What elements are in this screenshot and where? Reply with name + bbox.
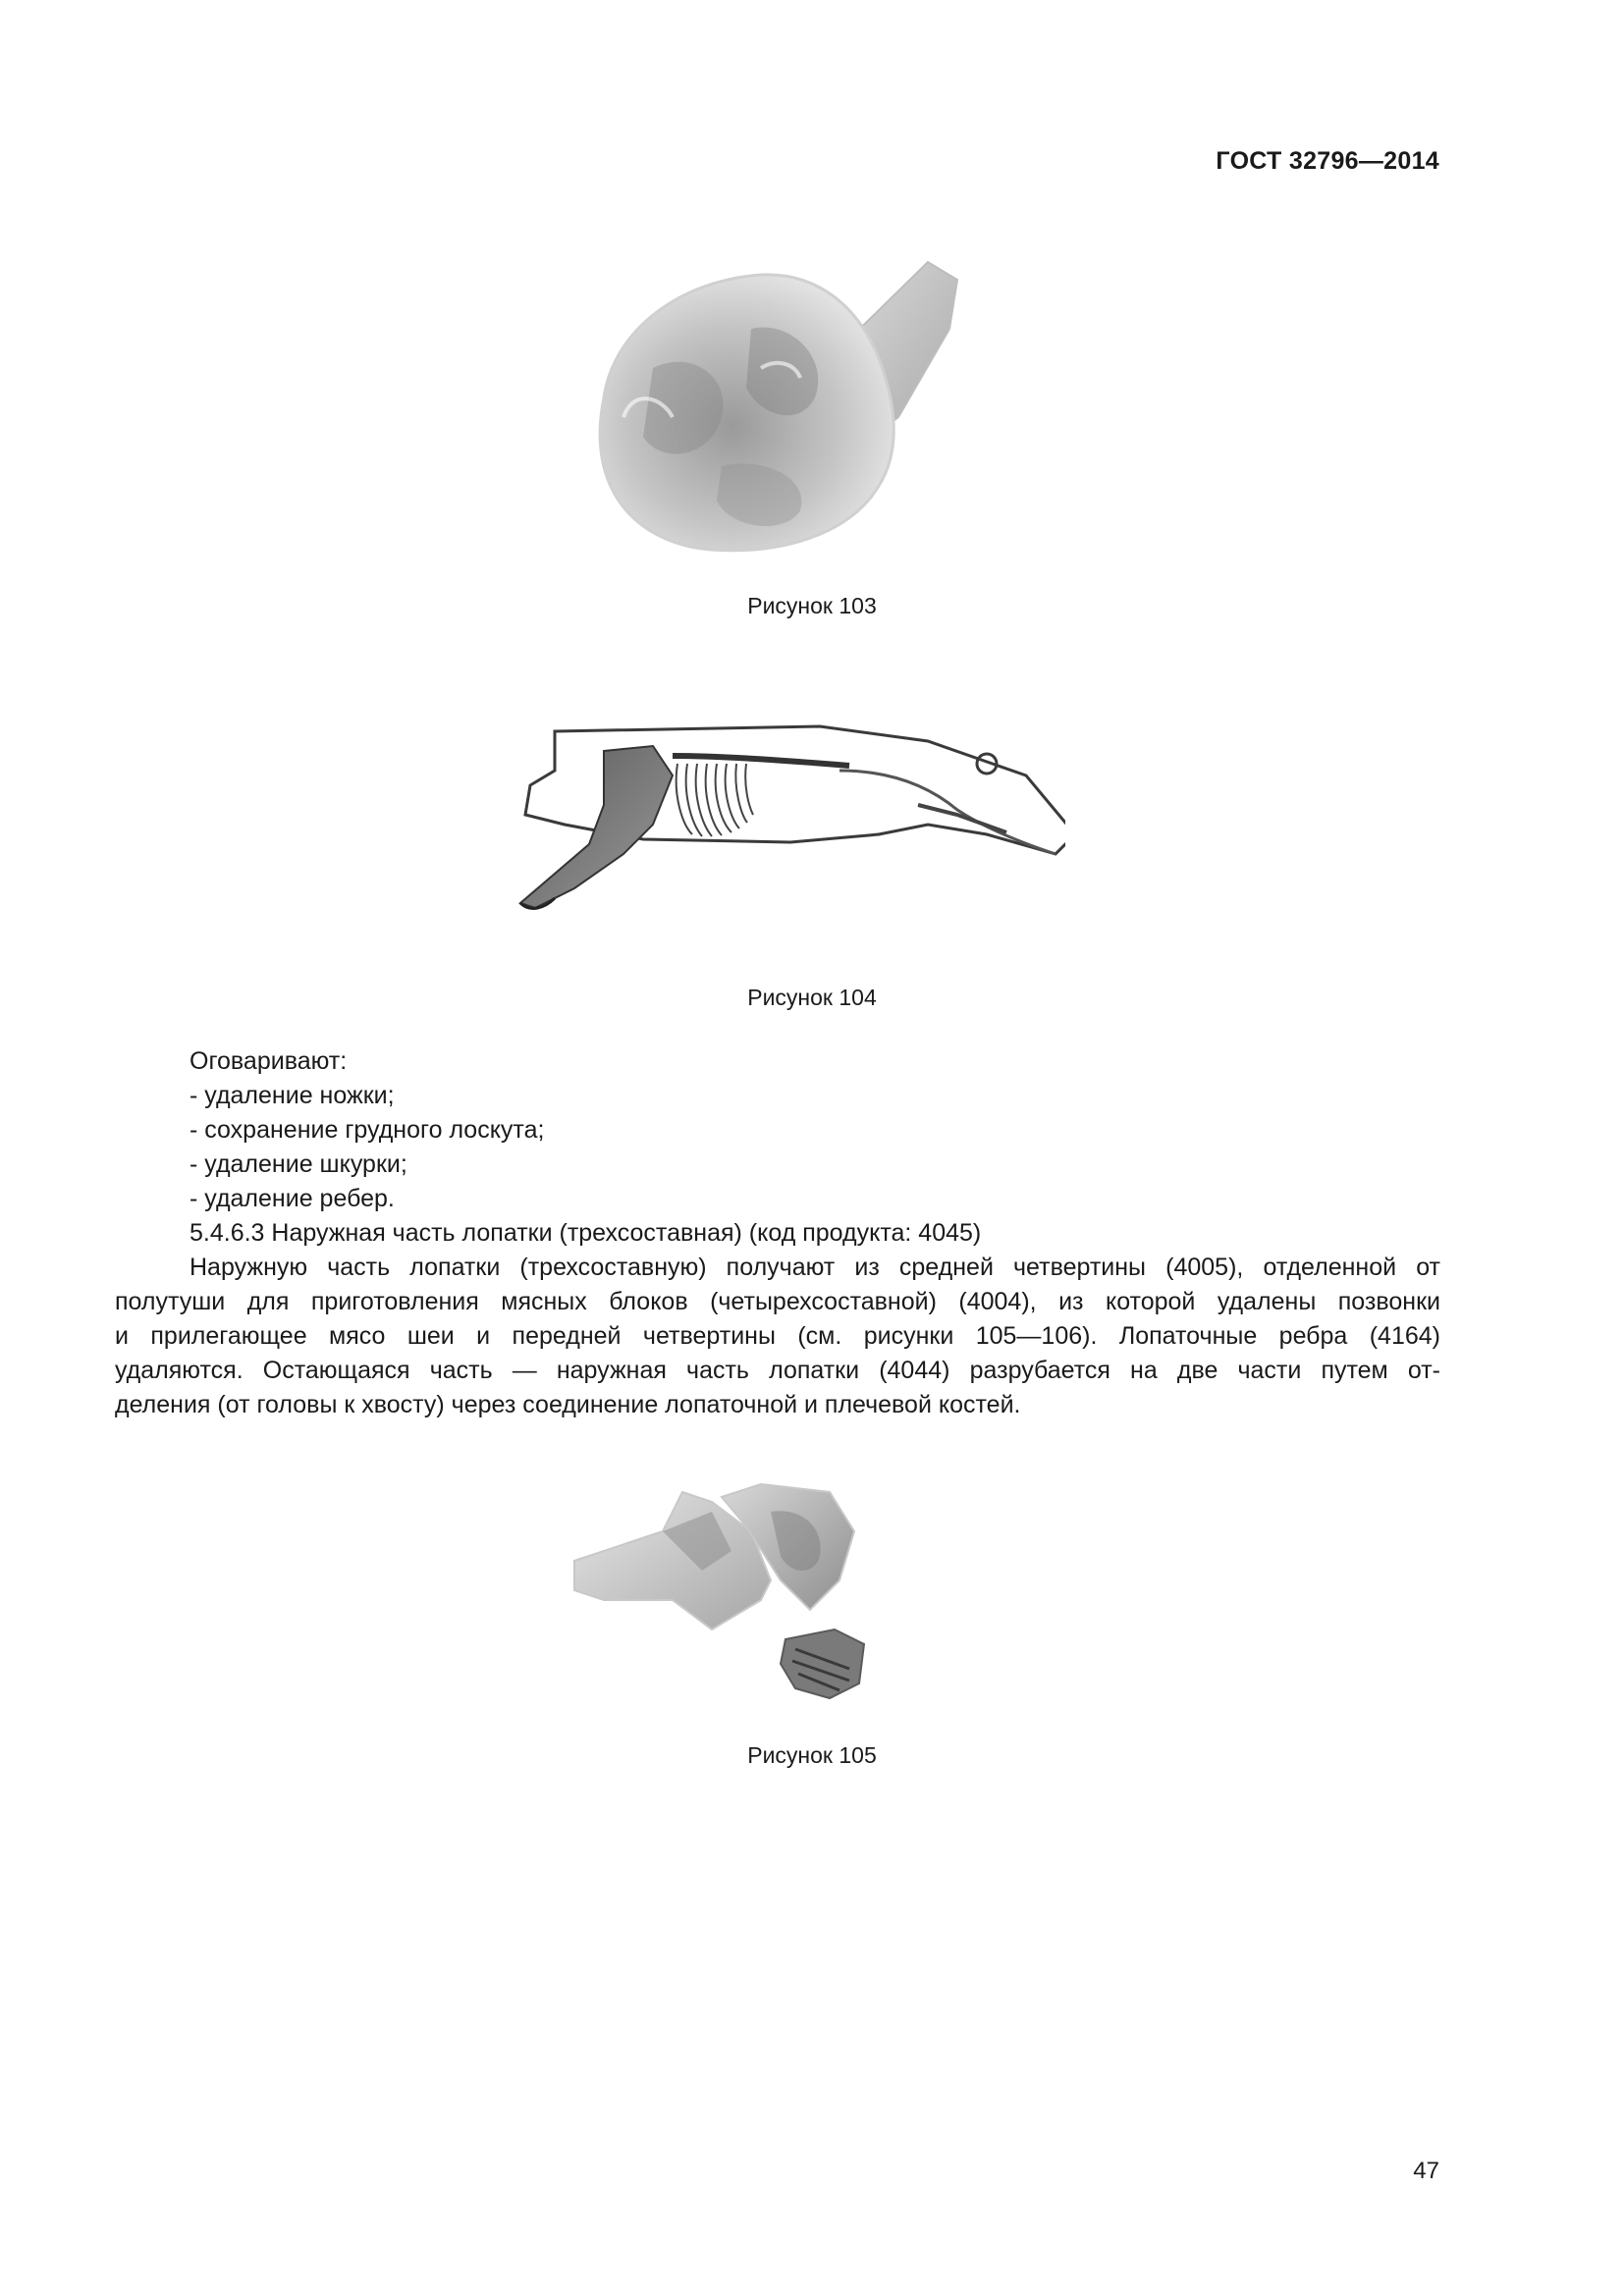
section-heading: 5.4.6.3 Наружная часть лопатки (трехсоставная) (код продукта: 4045)	[189, 1219, 982, 1247]
body-text	[115, 1044, 1440, 1422]
paragraph-line: деления (от головы к хвосту) через соединение лопаточной и плечевой костей.	[115, 1391, 1021, 1418]
figure-105-caption: Рисунок 105	[747, 1742, 877, 1768]
figure-103-image	[565, 250, 977, 564]
document-header-standard: ГОСТ 32796—2014	[1216, 147, 1439, 175]
list-item: - удаление ребер.	[189, 1185, 395, 1212]
figure-104-caption: Рисунок 104	[747, 985, 877, 1010]
figure-105-image	[565, 1472, 977, 1747]
paragraph-line: удаляются. Остающаяся часть — наружная часть лопатки (4044) разрубается на две части путем от-	[115, 1357, 1440, 1384]
list-item: - сохранение грудного лоскута;	[189, 1116, 545, 1144]
paragraph-line: и прилегающее мясо шеи и передней четвертины (см. рисунки 105—106). Лопаточные ребра (4164)	[115, 1322, 1440, 1350]
list-intro: Оговаривают:	[189, 1047, 348, 1075]
paragraph-line: полутуши для приготовления мясных блоков (четырехсоставной) (4004), из которой удалены позвонки	[115, 1288, 1440, 1315]
page-number: 47	[1413, 2158, 1439, 2184]
figure-104-diagram	[496, 717, 1065, 933]
paragraph-line: Наружную часть лопатки (трехсоставную) получают из средней четвертины (4005), отделенной от	[189, 1254, 1440, 1281]
figure-103-caption: Рисунок 103	[747, 593, 877, 618]
list-item: - удаление шкурки;	[189, 1150, 407, 1178]
list-item: - удаление ножки;	[189, 1082, 395, 1109]
